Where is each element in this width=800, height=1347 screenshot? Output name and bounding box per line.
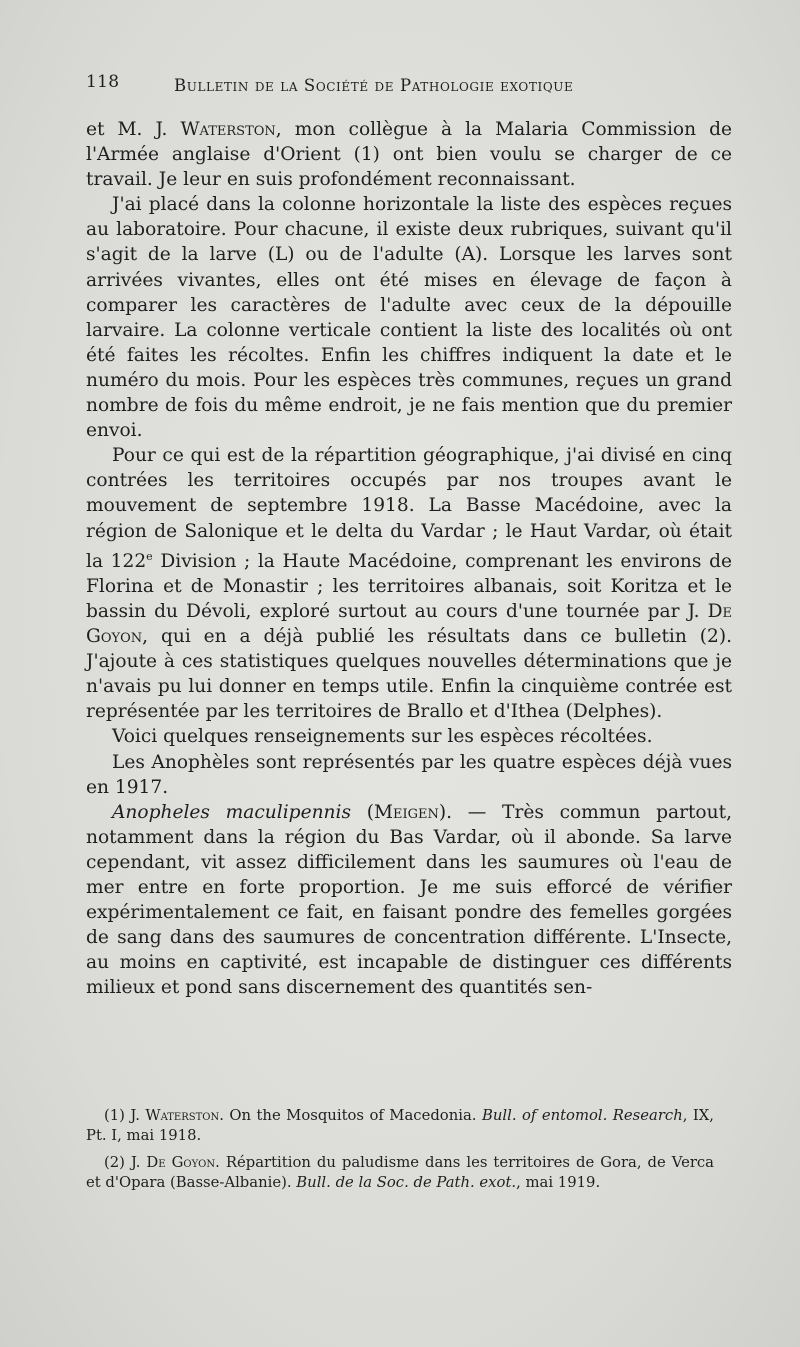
paragraph-2: J'ai placé dans la colonne horizontale la liste des espèces reçues au laboratoire. Pour chacune, il existe deux rubriques, suivant qu'il s'agit de la larve (L) ou de l'adulte (A). Lorsque les larves sont arrivées vivantes, elles ont été mises en élevage de façon à comparer les caractères de l'adulte avec ceux de la dépouille larvaire. La colonne verticale contient la liste des localités où ont été faites les récoltes. Enfin les chiffres indiquent la date et le numéro du mois. Pour les espèces très communes, reçues un grand nombre de fois du même endroit, je ne fais mention que du premier envoi. <box>86 194 732 442</box>
paragraph-6 <box>86 800 732 1001</box>
p6-paren: ( <box>351 801 374 823</box>
fn1-journal: Bull. of entomol. Research <box>481 1107 683 1124</box>
fn2-ref: , mai 1919. <box>516 1173 601 1191</box>
footnote-1 <box>86 1106 714 1145</box>
p6-rest: ). — Très commun partout, notamment dans la région du Bas Vardar, où il abonde. Sa larve cependant, vit assez difficilement dans les saumures où l'eau de mer entre en forte proportion. Je me suis efforcé de vérifier expérimentalement ce fait, en faisant pondre des femelles gorgées de sang dans des saumures de concentration différente. L'Insecte, au moins en captivité, est incapable de distinguer ces différents milieux et pond sans discernement des quantités sen- <box>86 801 732 999</box>
fn2-title: . Répartition du paludisme dans les territoires de Gora, de Verca et d'Opara (Basse-Albanie). <box>86 1154 715 1191</box>
fn1-title: . On the Mosquitos of Macedonia. <box>219 1107 482 1124</box>
fn1-mark: (1) J. <box>104 1107 146 1124</box>
author-name: Waterston <box>180 119 276 140</box>
p3-part-a: Pour ce qui est de la répartition géographique, j'ai divisé en cinq contrées les territoires occupés par nos troupes avant le mouvement de septembre 1918. La Basse Macédoine, avec la région de Salonique et le delta du Vardar ; le Haut Vardar, où était la 122 <box>86 445 732 572</box>
fn2-mark: (2) J. <box>104 1154 147 1171</box>
paragraph-4: Voici quelques renseignements sur les espèces récoltées. <box>112 726 653 748</box>
p3-part-b: Division ; la Haute Macédoine, comprenant les environs de Florina et de Monastir ; les territoires albanais, soit Koritza et le bassin du Dévoli, exploré surtout au cours d'une tournée par J. <box>86 550 732 622</box>
footnotes <box>86 1106 714 1200</box>
species-name: Anopheles maculipennis <box>112 801 352 823</box>
fn1-author: Waterston <box>145 1107 220 1124</box>
author-name: De Goyon <box>86 600 732 648</box>
superscript: e <box>146 549 153 563</box>
running-title: Bulletin de la Société de Pathologie exotique <box>174 76 574 95</box>
fn2-author: De Goyon <box>146 1154 216 1171</box>
paragraph-1 <box>86 117 732 192</box>
paragraph-3 <box>86 443 732 724</box>
body-text <box>86 117 732 1000</box>
p1-rest: , mon collègue à la Malaria Commission de l'Armée anglaise d'Orient (1) ont bien voulu se charger de ce travail. Je leur en suis profondément reconnaissant. <box>86 119 733 191</box>
paragraph-5: Les Anophèles sont représentés par les quatre espèces déjà vues en 1917. <box>86 751 732 798</box>
species-author: Meigen <box>373 801 439 823</box>
p1-text: et M. J. <box>86 119 181 140</box>
fn2-journal: Bull. de la Soc. de Path. exot. <box>296 1173 517 1191</box>
fn1-ref: , IX, Pt. I, mai 1918. <box>86 1107 714 1144</box>
footnote-2 <box>86 1153 714 1192</box>
p3-part-c: , qui en a déjà publié les résultats dans ce bulletin (2). J'ajoute à ces statistiques quelques nouvelles déterminations que je n'avais pu lui donner en temps utile. Enfin la cinquième contrée est représentée par les territoires de Brallo et d'Ithea (Delphes). <box>86 626 732 723</box>
page-number: 118 <box>86 72 120 92</box>
